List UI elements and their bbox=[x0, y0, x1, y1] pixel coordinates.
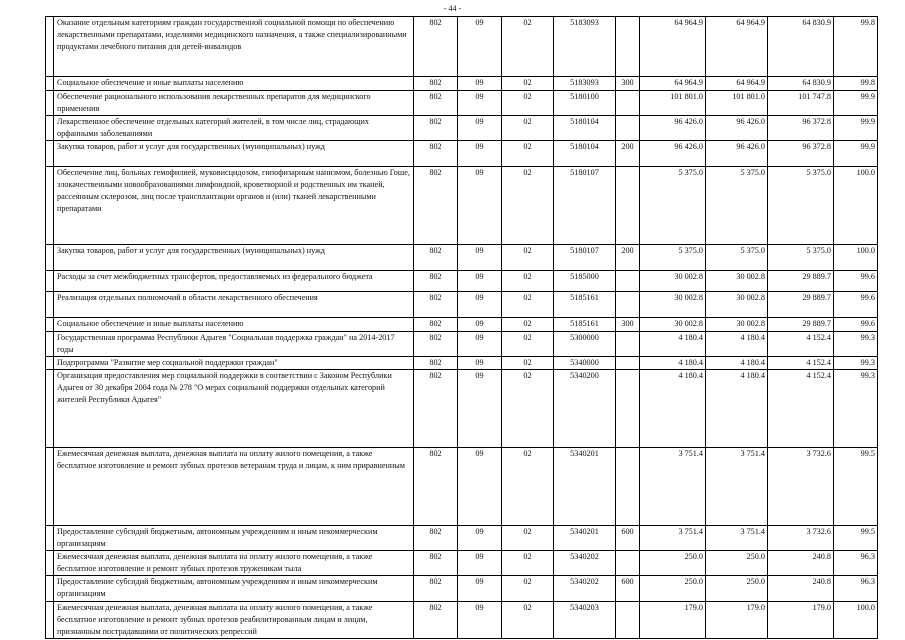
plan-amount-cell: 179.0 bbox=[640, 602, 706, 639]
section-code-cell: 09 bbox=[458, 370, 502, 448]
row-margin-cell bbox=[46, 245, 54, 271]
subsection-code-cell: 02 bbox=[502, 141, 554, 167]
row-name-cell: Закупка товаров, работ и услуг для государственных (муниципальных) нужд bbox=[54, 245, 414, 271]
row-name-cell: Ежемесячная денежная выплата, денежная выплата на оплату жилого помещения, а также бесплатное изготовление и ремонт зубных протезов ветеранам труда и лицам, к ним приравненным bbox=[54, 448, 414, 526]
ministry-code-cell: 802 bbox=[414, 116, 458, 141]
table-row bbox=[46, 576, 878, 602]
ministry-code-cell: 802 bbox=[414, 77, 458, 91]
row-name-cell: Государственная программа Республики Адыгея "Социальная поддержка граждан" на 2014-2017 годы bbox=[54, 332, 414, 357]
table-row bbox=[46, 448, 878, 526]
table-row bbox=[46, 602, 878, 639]
section-code-cell: 09 bbox=[458, 292, 502, 318]
executed-amount-cell: 5 375.0 bbox=[768, 167, 834, 245]
table-row bbox=[46, 332, 878, 357]
row-name-cell: Предоставление субсидий бюджетным, автономным учреждениям и иным некоммерческим организациям bbox=[54, 576, 414, 602]
row-margin-cell bbox=[46, 526, 54, 551]
section-code-cell: 09 bbox=[458, 576, 502, 602]
expense-type-cell bbox=[616, 448, 640, 526]
row-name-cell: Реализация отдельных полномочий в области лекарственного обеспечения bbox=[54, 292, 414, 318]
refined-amount-cell: 64 964.9 bbox=[706, 77, 768, 91]
plan-amount-cell: 30 002.8 bbox=[640, 271, 706, 292]
plan-amount-cell: 3 751.4 bbox=[640, 526, 706, 551]
section-code-cell: 09 bbox=[458, 116, 502, 141]
subsection-code-cell: 02 bbox=[502, 77, 554, 91]
plan-amount-cell: 4 180.4 bbox=[640, 332, 706, 357]
row-margin-cell bbox=[46, 292, 54, 318]
refined-amount-cell: 30 002.8 bbox=[706, 318, 768, 332]
executed-amount-cell: 4 152.4 bbox=[768, 332, 834, 357]
expense-type-cell: 300 bbox=[616, 77, 640, 91]
row-name-cell: Обеспечение лиц, больных гемофилией, муковисцидозом, гипофизарным нанизмом, болезнью Гоше, злокачественными новообразованиями лимфоидной, кроветворной и родственных им тканей, рассеянным склерозом, лиц после трансплантации органов и (или) тканей лекарственными препаратами bbox=[54, 167, 414, 245]
row-name-cell: Социальное обеспечение и иные выплаты населению bbox=[54, 318, 414, 332]
executed-amount-cell: 3 732.6 bbox=[768, 448, 834, 526]
row-margin-cell bbox=[46, 141, 54, 167]
executed-amount-cell: 29 889.7 bbox=[768, 292, 834, 318]
section-code-cell: 09 bbox=[458, 448, 502, 526]
section-code-cell: 09 bbox=[458, 332, 502, 357]
ministry-code-cell: 802 bbox=[414, 448, 458, 526]
section-code-cell: 09 bbox=[458, 91, 502, 116]
row-name-cell: Оказание отдельным категориям граждан государственной социальной помощи по обеспечению лекарственными препаратами, изделиями медицинского назначения, а также специализированными продуктами лечебного питания для детей-инвалидов bbox=[54, 17, 414, 77]
refined-amount-cell: 4 180.4 bbox=[706, 357, 768, 370]
subsection-code-cell: 02 bbox=[502, 91, 554, 116]
section-code-cell: 09 bbox=[458, 551, 502, 576]
target-code-cell: 5180104 bbox=[554, 116, 616, 141]
executed-amount-cell: 4 152.4 bbox=[768, 370, 834, 448]
executed-amount-cell: 4 152.4 bbox=[768, 357, 834, 370]
ministry-code-cell: 802 bbox=[414, 167, 458, 245]
table-row bbox=[46, 292, 878, 318]
section-code-cell: 09 bbox=[458, 17, 502, 77]
percent-cell: 99.3 bbox=[834, 370, 878, 448]
percent-cell: 99.6 bbox=[834, 292, 878, 318]
table-row bbox=[46, 357, 878, 370]
row-name-cell: Социальное обеспечение и иные выплаты населению bbox=[54, 77, 414, 91]
plan-amount-cell: 250.0 bbox=[640, 551, 706, 576]
target-code-cell: 5340203 bbox=[554, 602, 616, 639]
ministry-code-cell: 802 bbox=[414, 602, 458, 639]
target-code-cell: 5185161 bbox=[554, 292, 616, 318]
refined-amount-cell: 96 426.0 bbox=[706, 141, 768, 167]
row-name-cell: Подпрограмма "Развитие мер социальной поддержки граждан" bbox=[54, 357, 414, 370]
table-row bbox=[46, 77, 878, 91]
table-row bbox=[46, 245, 878, 271]
table-row bbox=[46, 551, 878, 576]
target-code-cell: 5180107 bbox=[554, 245, 616, 271]
percent-cell: 99.5 bbox=[834, 448, 878, 526]
section-code-cell: 09 bbox=[458, 245, 502, 271]
subsection-code-cell: 02 bbox=[502, 17, 554, 77]
row-margin-cell bbox=[46, 77, 54, 91]
table-body bbox=[46, 17, 878, 639]
row-margin-cell bbox=[46, 116, 54, 141]
table-row bbox=[46, 370, 878, 448]
section-code-cell: 09 bbox=[458, 602, 502, 639]
row-margin-cell bbox=[46, 332, 54, 357]
ministry-code-cell: 802 bbox=[414, 370, 458, 448]
row-name-cell: Закупка товаров, работ и услуг для государственных (муниципальных) нужд bbox=[54, 141, 414, 167]
section-code-cell: 09 bbox=[458, 526, 502, 551]
row-name-cell: Организация предоставления мер социальной поддержки в соответствии с Законом Республики Адыгея от 30 декабря 2004 года № 278 "О мерах социальной поддержки отдельных категорий жителей Республики Адыгея" bbox=[54, 370, 414, 448]
refined-amount-cell: 5 375.0 bbox=[706, 167, 768, 245]
table-row bbox=[46, 318, 878, 332]
ministry-code-cell: 802 bbox=[414, 318, 458, 332]
percent-cell: 96.3 bbox=[834, 551, 878, 576]
section-code-cell: 09 bbox=[458, 318, 502, 332]
target-code-cell: 5340202 bbox=[554, 551, 616, 576]
row-margin-cell bbox=[46, 91, 54, 116]
expense-type-cell bbox=[616, 602, 640, 639]
ministry-code-cell: 802 bbox=[414, 91, 458, 116]
percent-cell: 99.9 bbox=[834, 91, 878, 116]
row-margin-cell bbox=[46, 318, 54, 332]
executed-amount-cell: 96 372.8 bbox=[768, 141, 834, 167]
ministry-code-cell: 802 bbox=[414, 551, 458, 576]
subsection-code-cell: 02 bbox=[502, 332, 554, 357]
ministry-code-cell: 802 bbox=[414, 245, 458, 271]
target-code-cell: 5180107 bbox=[554, 167, 616, 245]
row-name-cell: Лекарственное обеспечение отдельных категорий жителей, в том числе лиц, страдающих орфанными заболеваниями bbox=[54, 116, 414, 141]
row-margin-cell bbox=[46, 602, 54, 639]
budget-table bbox=[45, 16, 878, 639]
refined-amount-cell: 179.0 bbox=[706, 602, 768, 639]
plan-amount-cell: 64 964.9 bbox=[640, 77, 706, 91]
expense-type-cell bbox=[616, 271, 640, 292]
percent-cell: 99.5 bbox=[834, 526, 878, 551]
expense-type-cell: 600 bbox=[616, 576, 640, 602]
target-code-cell: 5340202 bbox=[554, 576, 616, 602]
subsection-code-cell: 02 bbox=[502, 271, 554, 292]
executed-amount-cell: 64 830.9 bbox=[768, 17, 834, 77]
section-code-cell: 09 bbox=[458, 357, 502, 370]
row-margin-cell bbox=[46, 17, 54, 77]
refined-amount-cell: 30 002.8 bbox=[706, 292, 768, 318]
table-row bbox=[46, 141, 878, 167]
executed-amount-cell: 101 747.8 bbox=[768, 91, 834, 116]
refined-amount-cell: 3 751.4 bbox=[706, 526, 768, 551]
ministry-code-cell: 802 bbox=[414, 332, 458, 357]
section-code-cell: 09 bbox=[458, 141, 502, 167]
target-code-cell: 5300000 bbox=[554, 332, 616, 357]
plan-amount-cell: 5 375.0 bbox=[640, 167, 706, 245]
subsection-code-cell: 02 bbox=[502, 245, 554, 271]
row-margin-cell bbox=[46, 271, 54, 292]
executed-amount-cell: 29 889.7 bbox=[768, 318, 834, 332]
refined-amount-cell: 96 426.0 bbox=[706, 116, 768, 141]
target-code-cell: 5340000 bbox=[554, 357, 616, 370]
refined-amount-cell: 5 375.0 bbox=[706, 245, 768, 271]
plan-amount-cell: 5 375.0 bbox=[640, 245, 706, 271]
row-name-cell: Ежемесячная денежная выплата, денежная выплата на оплату жилого помещения, а также бесплатное изготовление и ремонт зубных протезов труженикам тыла bbox=[54, 551, 414, 576]
refined-amount-cell: 30 002.8 bbox=[706, 271, 768, 292]
row-margin-cell bbox=[46, 448, 54, 526]
expense-type-cell bbox=[616, 357, 640, 370]
row-name-cell: Ежемесячная денежная выплата, денежная выплата на оплату жилого помещения, а также бесплатное изготовление и ремонт зубных протезов реабилитированным лицам и лицам, признанным пострадавшими от политических репрессий bbox=[54, 602, 414, 639]
plan-amount-cell: 30 002.8 bbox=[640, 318, 706, 332]
plan-amount-cell: 250.0 bbox=[640, 576, 706, 602]
percent-cell: 100.0 bbox=[834, 167, 878, 245]
table-row bbox=[46, 91, 878, 116]
percent-cell: 99.9 bbox=[834, 116, 878, 141]
executed-amount-cell: 64 830.9 bbox=[768, 77, 834, 91]
refined-amount-cell: 101 801.0 bbox=[706, 91, 768, 116]
expense-type-cell: 600 bbox=[616, 526, 640, 551]
ministry-code-cell: 802 bbox=[414, 357, 458, 370]
row-margin-cell bbox=[46, 357, 54, 370]
ministry-code-cell: 802 bbox=[414, 292, 458, 318]
target-code-cell: 5185000 bbox=[554, 271, 616, 292]
subsection-code-cell: 02 bbox=[502, 370, 554, 448]
subsection-code-cell: 02 bbox=[502, 602, 554, 639]
executed-amount-cell: 240.8 bbox=[768, 551, 834, 576]
subsection-code-cell: 02 bbox=[502, 576, 554, 602]
refined-amount-cell: 250.0 bbox=[706, 551, 768, 576]
expense-type-cell bbox=[616, 91, 640, 116]
percent-cell: 99.6 bbox=[834, 271, 878, 292]
percent-cell: 100.0 bbox=[834, 602, 878, 639]
executed-amount-cell: 3 732.6 bbox=[768, 526, 834, 551]
ministry-code-cell: 802 bbox=[414, 576, 458, 602]
expense-type-cell bbox=[616, 116, 640, 141]
page-number: - 44 - bbox=[443, 4, 462, 13]
target-code-cell: 5183093 bbox=[554, 77, 616, 91]
plan-amount-cell: 101 801.0 bbox=[640, 91, 706, 116]
refined-amount-cell: 64 964.9 bbox=[706, 17, 768, 77]
percent-cell: 99.8 bbox=[834, 77, 878, 91]
expense-type-cell: 300 bbox=[616, 318, 640, 332]
table-row bbox=[46, 17, 878, 77]
plan-amount-cell: 64 964.9 bbox=[640, 17, 706, 77]
refined-amount-cell: 3 751.4 bbox=[706, 448, 768, 526]
expense-type-cell bbox=[616, 370, 640, 448]
percent-cell: 99.3 bbox=[834, 332, 878, 357]
table-row bbox=[46, 526, 878, 551]
expense-type-cell bbox=[616, 17, 640, 77]
target-code-cell: 5340201 bbox=[554, 448, 616, 526]
plan-amount-cell: 4 180.4 bbox=[640, 357, 706, 370]
executed-amount-cell: 5 375.0 bbox=[768, 245, 834, 271]
expense-type-cell: 200 bbox=[616, 141, 640, 167]
subsection-code-cell: 02 bbox=[502, 526, 554, 551]
executed-amount-cell: 29 889.7 bbox=[768, 271, 834, 292]
percent-cell: 99.3 bbox=[834, 357, 878, 370]
target-code-cell: 5180100 bbox=[554, 91, 616, 116]
table-row bbox=[46, 271, 878, 292]
row-margin-cell bbox=[46, 551, 54, 576]
table-row bbox=[46, 116, 878, 141]
expense-type-cell bbox=[616, 292, 640, 318]
percent-cell: 99.9 bbox=[834, 141, 878, 167]
target-code-cell: 5185161 bbox=[554, 318, 616, 332]
executed-amount-cell: 179.0 bbox=[768, 602, 834, 639]
percent-cell: 99.6 bbox=[834, 318, 878, 332]
target-code-cell: 5340201 bbox=[554, 526, 616, 551]
plan-amount-cell: 30 002.8 bbox=[640, 292, 706, 318]
section-code-cell: 09 bbox=[458, 271, 502, 292]
row-margin-cell bbox=[46, 167, 54, 245]
target-code-cell: 5183093 bbox=[554, 17, 616, 77]
percent-cell: 99.8 bbox=[834, 17, 878, 77]
ministry-code-cell: 802 bbox=[414, 17, 458, 77]
expense-type-cell bbox=[616, 167, 640, 245]
row-name-cell: Обеспечение рационального использования лекарственных препаратов для медицинского применения bbox=[54, 91, 414, 116]
ministry-code-cell: 802 bbox=[414, 141, 458, 167]
ministry-code-cell: 802 bbox=[414, 271, 458, 292]
plan-amount-cell: 96 426.0 bbox=[640, 116, 706, 141]
target-code-cell: 5180104 bbox=[554, 141, 616, 167]
refined-amount-cell: 4 180.4 bbox=[706, 332, 768, 357]
subsection-code-cell: 02 bbox=[502, 116, 554, 141]
expense-type-cell bbox=[616, 551, 640, 576]
plan-amount-cell: 96 426.0 bbox=[640, 141, 706, 167]
percent-cell: 100.0 bbox=[834, 245, 878, 271]
subsection-code-cell: 02 bbox=[502, 167, 554, 245]
expense-type-cell: 200 bbox=[616, 245, 640, 271]
section-code-cell: 09 bbox=[458, 77, 502, 91]
plan-amount-cell: 3 751.4 bbox=[640, 448, 706, 526]
row-margin-cell bbox=[46, 370, 54, 448]
subsection-code-cell: 02 bbox=[502, 318, 554, 332]
subsection-code-cell: 02 bbox=[502, 292, 554, 318]
percent-cell: 96.3 bbox=[834, 576, 878, 602]
row-name-cell: Расходы за счет межбюджетных трансфертов, предоставляемых из федерального бюджета bbox=[54, 271, 414, 292]
expense-type-cell bbox=[616, 332, 640, 357]
row-name-cell: Предоставление субсидий бюджетным, автономным учреждениям и иным некоммерческим организациям bbox=[54, 526, 414, 551]
subsection-code-cell: 02 bbox=[502, 448, 554, 526]
refined-amount-cell: 250.0 bbox=[706, 576, 768, 602]
refined-amount-cell: 4 180.4 bbox=[706, 370, 768, 448]
subsection-code-cell: 02 bbox=[502, 551, 554, 576]
target-code-cell: 5340200 bbox=[554, 370, 616, 448]
executed-amount-cell: 240.8 bbox=[768, 576, 834, 602]
section-code-cell: 09 bbox=[458, 167, 502, 245]
plan-amount-cell: 4 180.4 bbox=[640, 370, 706, 448]
ministry-code-cell: 802 bbox=[414, 526, 458, 551]
executed-amount-cell: 96 372.8 bbox=[768, 116, 834, 141]
subsection-code-cell: 02 bbox=[502, 357, 554, 370]
row-margin-cell bbox=[46, 576, 54, 602]
table-row bbox=[46, 167, 878, 245]
